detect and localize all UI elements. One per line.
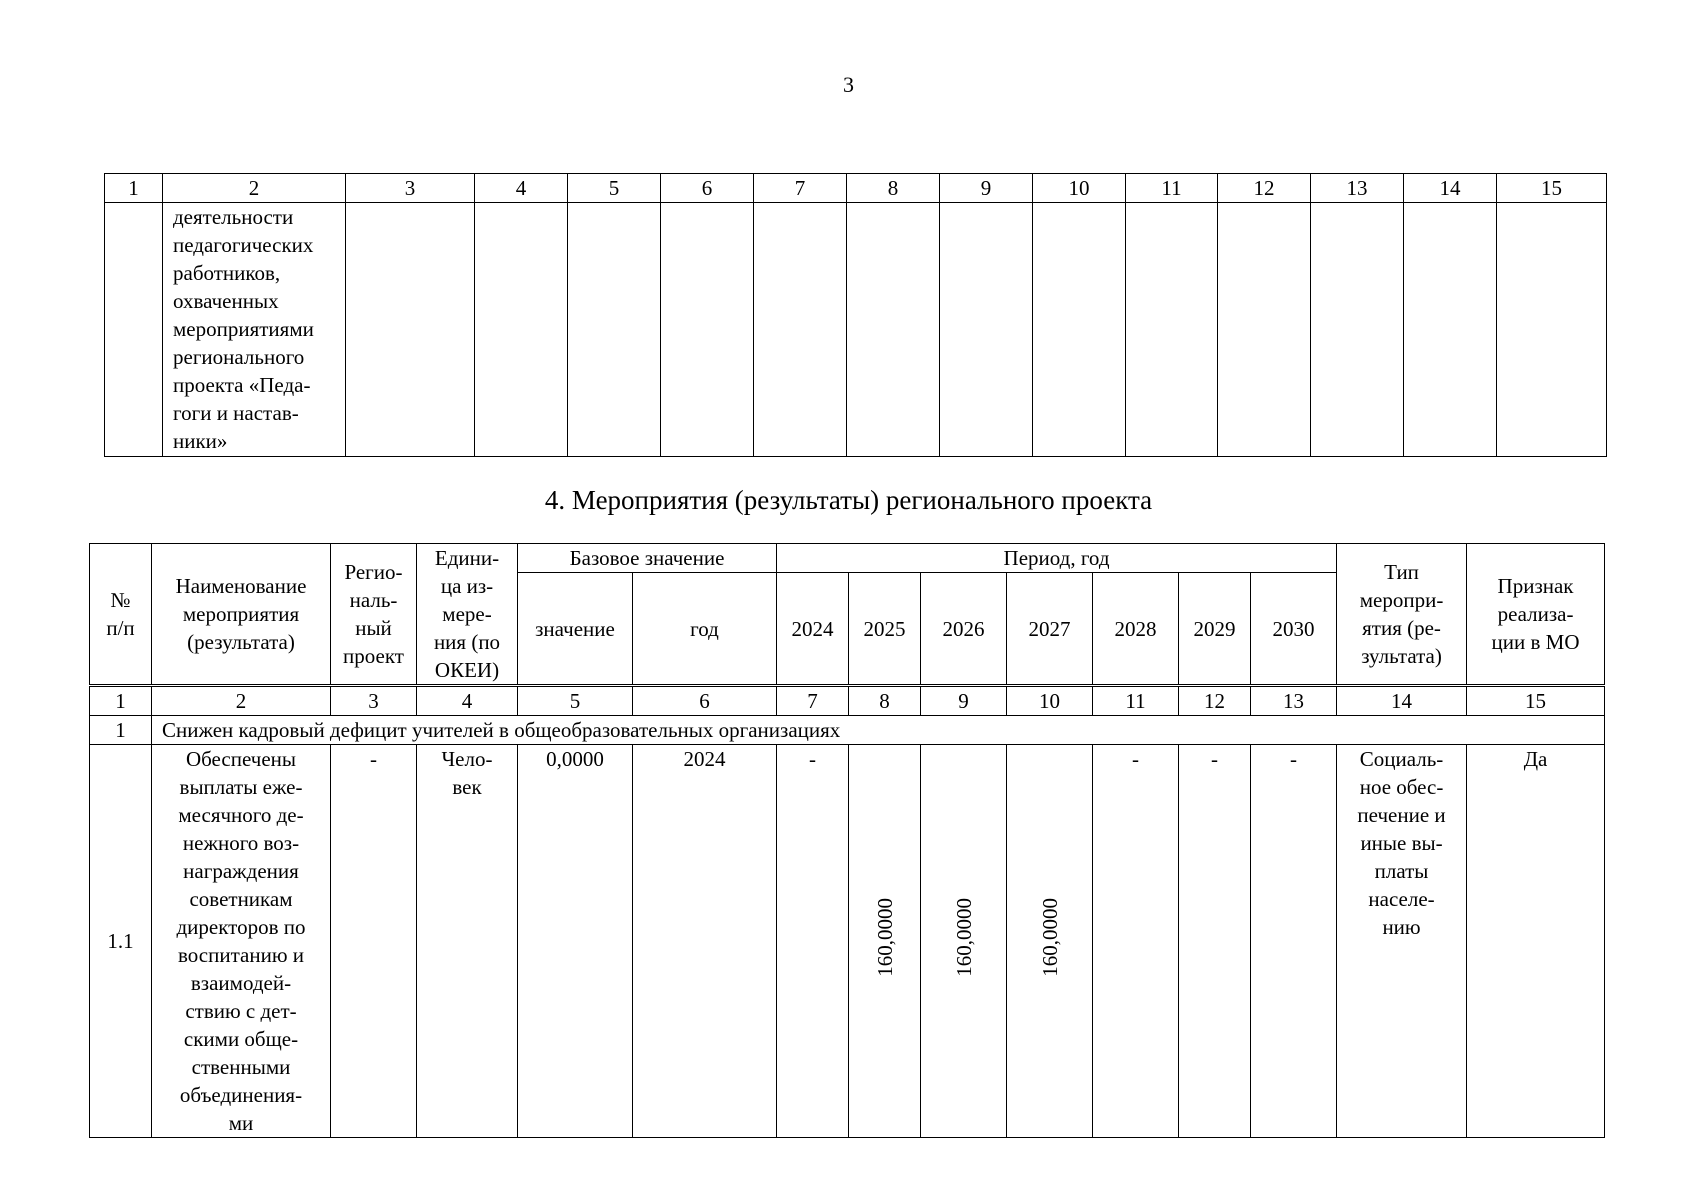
header-project [331, 544, 417, 686]
text-line: работников, [173, 261, 281, 285]
section-title: 4. Мероприятия (результаты) регионального проекта [544, 485, 1153, 515]
item-value-2026 [921, 745, 1007, 1138]
column-number: 4 [417, 686, 518, 716]
item-base-value: 0,0000 [518, 745, 633, 1138]
header-line: зультата) [1361, 644, 1442, 668]
header-sign [1467, 544, 1605, 686]
item-value-2030: - [1251, 745, 1337, 1138]
column-number: 10 [1007, 686, 1093, 716]
text-line: Социаль- [1359, 747, 1444, 771]
item-unit [417, 745, 518, 1138]
header-line: Тип [1384, 560, 1419, 584]
header-name [152, 544, 331, 686]
table-cell [1126, 203, 1218, 457]
text-line: ствию с дет- [185, 999, 297, 1023]
text-line: населе- [1368, 887, 1435, 911]
item-sign: Да [1467, 745, 1605, 1138]
column-number: 11 [1126, 174, 1218, 203]
table-row [105, 203, 1607, 457]
column-number: 8 [847, 174, 940, 203]
item-value-2024: - [777, 745, 849, 1138]
header-line: меропри- [1359, 588, 1444, 612]
header-type [1337, 544, 1467, 686]
text-line: мероприятиями [173, 317, 314, 341]
column-number: 10 [1033, 174, 1126, 203]
header-line: Признак [1497, 574, 1574, 598]
column-number: 13 [1251, 686, 1337, 716]
table-cell [1218, 203, 1311, 457]
section-row [90, 716, 1605, 745]
table-cell [754, 203, 847, 457]
header-line: Наименование [175, 574, 307, 598]
table-cell [105, 203, 163, 457]
text-line: гоги и настав- [173, 401, 299, 425]
column-number: 1 [105, 174, 163, 203]
table-cell [475, 203, 568, 457]
text-line: педагогических [173, 233, 314, 257]
column-number: 6 [633, 686, 777, 716]
header-line: Регио- [344, 560, 403, 584]
text-line: проекта «Педа- [173, 373, 311, 397]
indicator-name-cell [163, 203, 346, 457]
header-line: наль- [349, 588, 398, 612]
text-line: век [452, 775, 482, 799]
table-cell [1497, 203, 1607, 457]
header-line: Едини- [434, 546, 500, 570]
header-row [90, 544, 1605, 573]
column-number: 3 [346, 174, 475, 203]
column-number: 7 [754, 174, 847, 203]
header-line: ный [355, 616, 392, 640]
column-number: 15 [1497, 174, 1607, 203]
table-cell [568, 203, 661, 457]
item-value-2025 [849, 745, 921, 1138]
header-year: 2025 [849, 573, 921, 686]
column-number: 15 [1467, 686, 1605, 716]
text-line: ми [228, 1111, 254, 1135]
text-line: директоров по [176, 915, 306, 939]
column-number: 11 [1093, 686, 1179, 716]
item-project: - [331, 745, 417, 1138]
column-number: 1 [90, 686, 152, 716]
header-line: ца из- [440, 574, 494, 598]
header-year: 2027 [1007, 573, 1093, 686]
header-line: (результата) [187, 630, 295, 654]
rotated-value: 160,0000 [951, 898, 976, 977]
table-cell [1404, 203, 1497, 457]
header-line: мере- [442, 602, 492, 626]
text-line: платы [1374, 859, 1429, 883]
item-type [1337, 745, 1467, 1138]
column-number: 13 [1311, 174, 1404, 203]
table-cell [940, 203, 1033, 457]
header-line: мероприятия [182, 602, 300, 626]
header-line: ния (по [433, 630, 501, 654]
header-base: Базовое значение [518, 544, 777, 573]
rotated-value: 160,0000 [1037, 898, 1062, 977]
header-year: 2029 [1179, 573, 1251, 686]
item-number: 1.1 [90, 745, 152, 1138]
text-line: ники» [173, 429, 228, 453]
column-number: 14 [1337, 686, 1467, 716]
item-value-2027 [1007, 745, 1093, 1138]
column-number: 8 [849, 686, 921, 716]
header-line: реализа- [1497, 602, 1574, 626]
table-cell [1311, 203, 1404, 457]
item-value-2029: - [1179, 745, 1251, 1138]
table-row [90, 745, 1605, 1138]
column-number: 12 [1218, 174, 1311, 203]
header-num [90, 544, 152, 686]
text-line: деятельности [173, 205, 294, 229]
header-base-year: год [633, 573, 777, 686]
column-number-row [90, 686, 1605, 716]
table-cell [847, 203, 940, 457]
column-number: 14 [1404, 174, 1497, 203]
header-period: Период, год [777, 544, 1337, 573]
text-line: печение и [1357, 803, 1446, 827]
header-year: 2024 [777, 573, 849, 686]
column-number-row [105, 174, 1607, 203]
text-line: ственными [191, 1055, 291, 1079]
text-line: скими обще- [183, 1027, 299, 1051]
column-number: 12 [1179, 686, 1251, 716]
table-cell [346, 203, 475, 457]
rotated-value: 160,0000 [872, 898, 897, 977]
text-line: нежного воз- [182, 831, 300, 855]
header-line: п/п [106, 616, 135, 640]
header-year: 2030 [1251, 573, 1337, 686]
column-number: 2 [152, 686, 331, 716]
header-base-value: значение [518, 573, 633, 686]
header-line: проект [343, 644, 404, 668]
item-base-year: 2024 [633, 745, 777, 1138]
header-year: 2026 [921, 573, 1007, 686]
header-unit [417, 544, 518, 686]
text-line: объединения- [179, 1083, 303, 1107]
column-number: 2 [163, 174, 346, 203]
text-line: месячного де- [178, 803, 304, 827]
column-number: 7 [777, 686, 849, 716]
item-value-2028: - [1093, 745, 1179, 1138]
column-number: 4 [475, 174, 568, 203]
text-line: регионального [173, 345, 305, 369]
item-name [152, 745, 331, 1138]
text-line: охваченных [173, 289, 279, 313]
text-line: выплаты еже- [179, 775, 303, 799]
text-line: иные вы- [1360, 831, 1443, 855]
section-heading: Снижен кадровый дефицит учителей в общеобразовательных организациях [152, 716, 1605, 745]
table-cell [1033, 203, 1126, 457]
page-number: 3 [843, 72, 854, 97]
text-line: воспитанию и [178, 943, 304, 967]
header-line: № [110, 588, 131, 612]
column-number: 5 [518, 686, 633, 716]
text-line: ное обес- [1359, 775, 1444, 799]
column-number: 9 [940, 174, 1033, 203]
header-line: ОКЕИ) [434, 658, 500, 682]
table-cell [661, 203, 754, 457]
column-number: 9 [921, 686, 1007, 716]
project-activities-table [89, 543, 1605, 1138]
text-line: взаимодей- [190, 971, 292, 995]
text-line: Обеспечены [185, 747, 296, 771]
indicators-table-continuation [104, 173, 1607, 457]
header-year: 2028 [1093, 573, 1179, 686]
text-line: Чело- [441, 747, 493, 771]
column-number: 3 [331, 686, 417, 716]
header-line: ятия (ре- [1362, 616, 1441, 640]
text-line: нию [1382, 915, 1421, 939]
text-line: советникам [189, 887, 293, 911]
section-number: 1 [90, 716, 152, 745]
text-line: награждения [183, 859, 299, 883]
header-line: ции в МО [1491, 630, 1580, 654]
column-number: 5 [568, 174, 661, 203]
column-number: 6 [661, 174, 754, 203]
